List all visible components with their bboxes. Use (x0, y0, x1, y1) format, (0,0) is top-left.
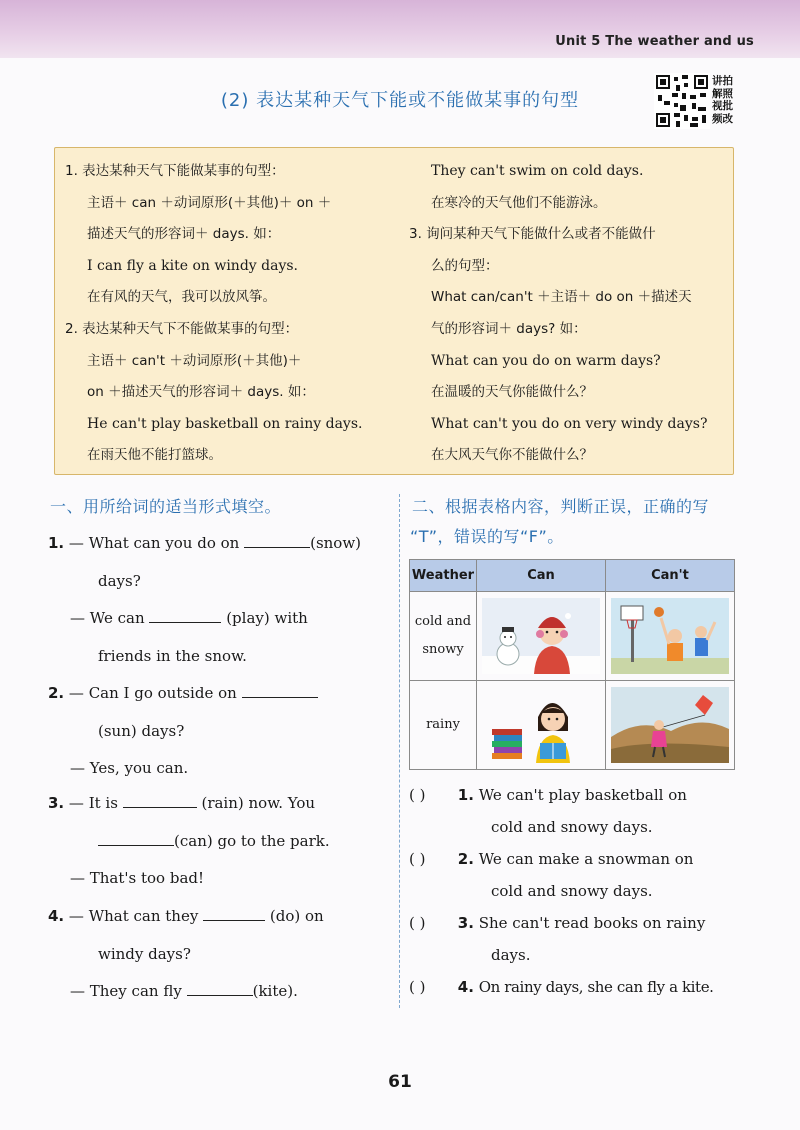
hint-word: (do) on (269, 907, 324, 925)
weather-cell (410, 592, 477, 681)
unit-header: Unit 5 The weather and us (555, 34, 754, 49)
question-text: — What can they (68, 907, 199, 925)
statement-text: cold and snowy days. (491, 881, 653, 900)
summary-line: 3. 询问某种天气下能做什么或者不能做什 (409, 226, 656, 243)
question-text: — That's too bad! (70, 869, 205, 887)
exercise-1 (48, 525, 384, 675)
summary-line: 1. 表达某种天气下能做某事的句型： (65, 163, 285, 179)
weather-label: cold and (414, 614, 472, 629)
table-header-row (410, 560, 735, 592)
question-text: — They can fly (70, 982, 182, 1000)
snowman-girl-illustration (482, 598, 600, 674)
statement-text: She can't read books on rainy (478, 914, 706, 932)
answer-paren[interactable]: ( ) (409, 786, 426, 804)
summary-line: I can fly a kite on windy days. (87, 257, 298, 274)
summary-line: 在有风的天气，我可以放风筝。 (87, 289, 276, 306)
qr-code-icon (654, 73, 710, 129)
kite-flying-illustration (611, 687, 729, 763)
summary-line: 气的形容词＋ days? 如： (431, 320, 587, 337)
basketball-illustration (611, 598, 729, 674)
summary-line: What can/can't ＋主语＋ do on ＋描述天 (431, 289, 692, 306)
cant-cell (606, 681, 735, 770)
summary-line: 描述天气的形容词＋ days. 如： (87, 226, 281, 243)
summary-line: 主语＋ can't ＋动词原形(＋其他)＋ (87, 352, 302, 369)
summary-line: 主语＋ can ＋动词原形(＋其他)＋ on ＋ (87, 194, 332, 211)
answer-blank[interactable] (242, 683, 318, 698)
answer-blank[interactable] (244, 533, 310, 548)
summary-line: 在寒冷的天气他们不能游泳。 (431, 194, 607, 211)
answer-blank[interactable] (203, 906, 265, 921)
question-text: (can) go to the park. (174, 831, 330, 850)
tf-item-3 (409, 908, 739, 971)
qr-text-line: 视批 (712, 100, 733, 112)
answer-paren[interactable]: ( ) (409, 978, 426, 996)
part2-title-line2: “T”，错误的写“F”。 (410, 527, 564, 546)
qr-block (654, 73, 746, 129)
section-title: (2) 表达某种天气下能或不能做某事的句型 (220, 90, 580, 111)
question-text: — Yes, you can. (70, 759, 189, 777)
summary-line: What can't you do on very windy days? (431, 415, 708, 432)
summary-line: on ＋描述天气的形容词＋ days. 如： (87, 384, 315, 401)
statement-text: cold and snowy days. (491, 817, 653, 836)
question-text: — We can (70, 609, 145, 627)
tf-item-4 (409, 972, 739, 1004)
cant-cell (606, 592, 735, 681)
question-number: 2. (457, 850, 474, 868)
exercise-3 (48, 785, 384, 898)
answer-paren[interactable]: ( ) (409, 914, 426, 932)
hint-word: (rain) now. You (201, 794, 316, 812)
weather-cell (410, 681, 477, 770)
summary-right-column (409, 156, 731, 472)
column-divider (399, 494, 400, 1008)
summary-line: 在大风天气你不能做什么？ (431, 447, 593, 464)
table-row (410, 681, 735, 770)
question-text: — It is (68, 794, 118, 812)
table-header: Can't (606, 560, 735, 592)
qr-text-line: 讲拍 (712, 75, 733, 87)
tf-item-1 (409, 780, 739, 843)
part2-title-line1: 二、根据表格内容，判断正误，正确的写 (412, 497, 710, 516)
question-text: — Can I go outside on (68, 684, 237, 702)
question-number: 4. (457, 978, 474, 996)
answer-blank[interactable] (123, 793, 197, 808)
exercise-2 (48, 675, 384, 788)
qr-text-line: 解照 (712, 87, 733, 100)
reading-girl-illustration (482, 687, 600, 763)
summary-line: 么的句型： (431, 257, 499, 274)
question-number: 2. (48, 684, 65, 702)
table-row (410, 592, 735, 681)
page-number: 61 (388, 1072, 412, 1092)
qr-text-line: 频改 (712, 112, 733, 125)
part1-title: 一、用所给词的适当形式填空。 (50, 497, 282, 516)
summary-line: 2. 表达某种天气下不能做某事的句型： (65, 320, 299, 337)
weather-label: rainy (426, 717, 460, 732)
question-number: 3. (457, 914, 474, 932)
statement-text: On rainy days, she can fly a kite. (478, 978, 714, 996)
weather-table (409, 559, 735, 770)
summary-line: 在雨天他不能打篮球。 (87, 447, 222, 464)
top-band (0, 0, 800, 58)
weather-label: snowy (422, 642, 464, 657)
statement-text: We can make a snowman on (478, 850, 694, 868)
can-cell (477, 592, 606, 681)
summary-line: What can you do on warm days? (431, 352, 661, 369)
summary-line: They can't swim on cold days. (431, 163, 644, 179)
summary-line: 在温暖的天气你能做什么？ (431, 384, 593, 401)
grammar-summary-box (54, 147, 734, 475)
answer-paren[interactable]: ( ) (409, 850, 426, 868)
answer-blank[interactable] (149, 608, 221, 623)
question-number: 1. (457, 786, 474, 804)
summary-line: He can't play basketball on rainy days. (87, 415, 363, 432)
question-number: 3. (48, 794, 65, 812)
statement-text: We can't play basketball on (478, 786, 687, 804)
hint-word: (kite). (252, 982, 298, 1000)
tf-item-2 (409, 844, 739, 907)
can-cell (477, 681, 606, 770)
hint-word: (play) with (226, 609, 308, 627)
answer-blank[interactable] (98, 831, 174, 846)
table-header: Weather (410, 560, 477, 592)
question-text: windy days? (98, 944, 191, 963)
question-text: friends in the snow. (98, 646, 247, 665)
qr-text (712, 75, 744, 125)
question-number: 1. (48, 534, 65, 552)
question-text: — What can you do on (68, 534, 240, 552)
hint-word: (snow) (310, 534, 362, 552)
answer-blank[interactable] (187, 981, 253, 996)
table-header: Can (477, 560, 606, 592)
question-text: days? (98, 571, 141, 590)
exercise-4 (48, 898, 384, 1011)
question-text: (sun) days? (98, 721, 185, 740)
summary-left-column (65, 156, 385, 472)
question-number: 4. (48, 907, 65, 925)
statement-text: days. (491, 945, 531, 964)
